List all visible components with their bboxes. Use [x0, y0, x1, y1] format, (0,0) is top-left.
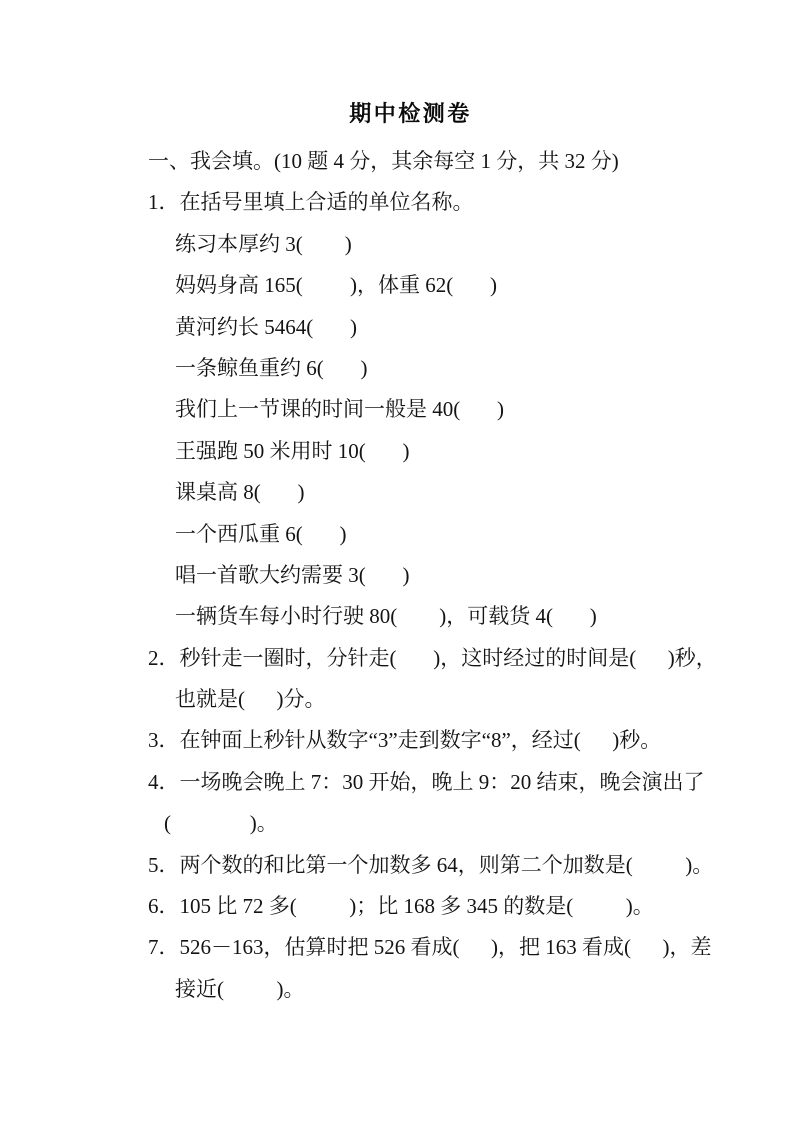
section-heading: 一、我会填。(10 题 4 分，其余每空 1 分，共 32 分) [148, 149, 619, 173]
question-7-line-1: 7．526－163，估算时把 526 看成( )，把 163 看成( )，差 [148, 935, 712, 960]
question-1-item-6: 王强跑 50 米用时 10( ) [175, 438, 410, 463]
question-1-item-7: 课桌高 8( ) [175, 480, 305, 505]
question-1-item-10: 一辆货车每小时行驶 80( )，可载货 4( ) [175, 604, 597, 629]
question-1-item-9: 唱一首歌大约需要 3( ) [175, 562, 410, 587]
question-4-answer-blank: ( )。 [164, 811, 278, 836]
question-1-item-3: 黄河约长 5464( ) [175, 314, 357, 339]
question-1-item-1: 练习本厚约 3( ) [175, 231, 352, 256]
question-3-line-1: 3．在钟面上秒针从数字“3”走到数字“8”，经过( )秒。 [148, 728, 662, 753]
question-2-line-2: 也就是( )分。 [175, 687, 326, 712]
question-1-stem: 1．在括号里填上合适的单位名称。 [148, 190, 474, 215]
question-1-item-4: 一条鲸鱼重约 6( ) [175, 355, 368, 380]
question-1-item-8: 一个西瓜重 6( ) [175, 521, 347, 546]
question-2-line-1: 2．秒针走一圈时，分针走( )，这时经过的时间是( )秒， [148, 645, 717, 670]
question-7-line-2: 接近( )。 [175, 976, 305, 1001]
question-4-line-1: 4．一场晚会晚上 7：30 开始，晚上 9：20 结束，晚会演出了 [148, 769, 705, 794]
question-6-line-1: 6．105 比 72 多( )；比 168 多 345 的数是( )。 [148, 894, 654, 919]
document-body [0, 141, 793, 1010]
question-1-item-5: 我们上一节课的时间一般是 40( ) [175, 397, 504, 422]
question-5-line-1: 5．两个数的和比第一个加数多 64，则第二个加数是( )。 [148, 852, 714, 877]
question-1-item-2: 妈妈身高 165( )，体重 62( ) [175, 273, 497, 298]
page-title: 期中检测卷 [349, 102, 472, 127]
